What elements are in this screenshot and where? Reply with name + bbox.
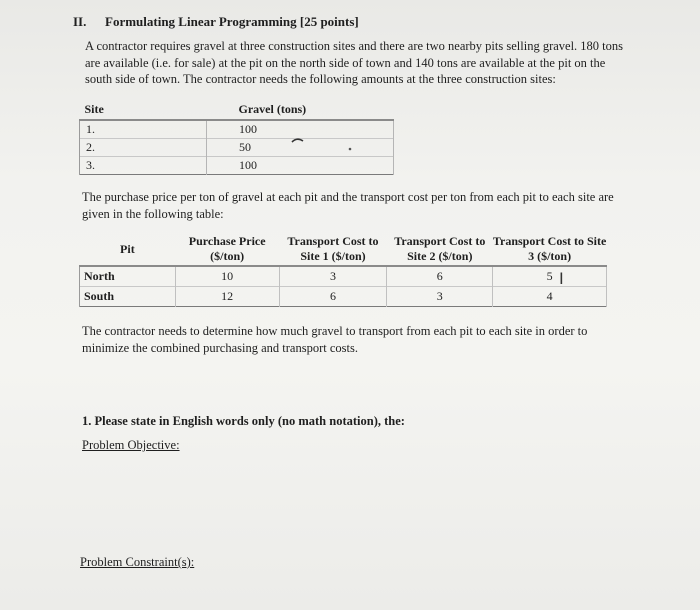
- stray-pen-mark: [290, 136, 306, 146]
- table-row: [80, 287, 607, 307]
- pit-cell: North: [80, 266, 176, 287]
- transport-site1-cell: 3: [279, 266, 387, 287]
- transport-site2-header: Transport Cost to Site 2 ($/ton): [387, 233, 493, 266]
- transport-site3-cell: 4: [493, 287, 607, 307]
- prices-paragraph: The purchase price per ton of gravel at each pit and the transport cost per ton from each pit to each site are given in the following table:: [82, 190, 614, 221]
- transport-site3-cell: 5: [493, 266, 607, 287]
- problem-objective-label: Problem Objective:: [82, 438, 180, 452]
- section-heading: [73, 14, 359, 30]
- gravel-cell: 100: [207, 120, 394, 139]
- purchase-price-header: Purchase Price ($/ton): [175, 233, 279, 266]
- site-header: Site: [80, 100, 207, 120]
- sites-table: [79, 100, 394, 175]
- table-row: [80, 120, 394, 139]
- transport-site2-cell: 3: [387, 287, 493, 307]
- text-cursor-icon: I: [559, 269, 564, 288]
- question-prompt: 1. Please state in English words only (no math notation), the:: [82, 414, 405, 428]
- price-cell: 10: [175, 266, 279, 287]
- transport-site1-cell: 6: [279, 287, 387, 307]
- section-title: Formulating Linear Programming [25 points]: [105, 14, 359, 29]
- gravel-cell: 50: [207, 139, 394, 157]
- site-cell: 1.: [80, 120, 207, 139]
- transport-site2-cell: 6: [387, 266, 493, 287]
- cost-table: [79, 233, 607, 307]
- table-row: [80, 266, 607, 287]
- pit-header: Pit: [80, 233, 176, 266]
- pit-cell: South: [80, 287, 176, 307]
- gravel-header: Gravel (tons): [207, 100, 394, 120]
- site-cell: 3.: [80, 157, 207, 175]
- transport-site3-header: Transport Cost to Site 3 ($/ton): [493, 233, 607, 266]
- problem-constraints-label: Problem Constraint(s):: [80, 555, 195, 569]
- section-number: II.: [73, 14, 87, 29]
- intro-paragraph: A contractor requires gravel at three construction sites and there are two nearby pits selling gravel. 180 tons are available (i.e. for sale) at the pit on the north side of town and 140 tons are available at the pit on the south side of town. The contractor needs the following amounts at the three construction sites:: [85, 39, 624, 86]
- sites-table-header: [80, 100, 394, 120]
- site-cell: 2.: [80, 139, 207, 157]
- goal-paragraph: The contractor needs to determine how much gravel to transport from each pit to each site in order to minimize the combined purchasing and transport costs.: [82, 324, 588, 355]
- cost-table-header: [80, 233, 607, 266]
- stray-dot-mark: [347, 146, 353, 152]
- transport-site1-header: Transport Cost to Site 1 ($/ton): [279, 233, 387, 266]
- price-cell: 12: [175, 287, 279, 307]
- table-row: [80, 157, 394, 175]
- gravel-cell: 100: [207, 157, 394, 175]
